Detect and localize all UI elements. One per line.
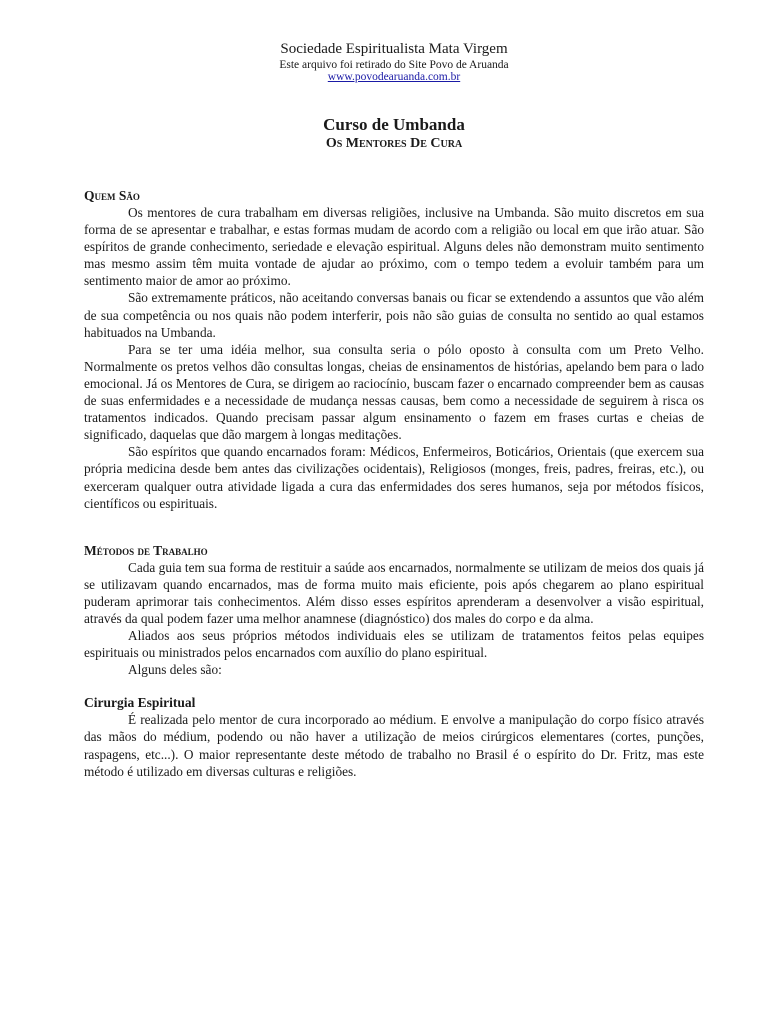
paragraph: Cada guia tem sua forma de restituir a saúde aos encarnados, normalmente se utilizam de meios dos quais já se utilizavam quando encarnados, mas de forma muito mais eficiente, pois após chegarem ao plano espiritual puderam aprimorar tais conhecimentos. Além disso esses espíritos aprenderam a desenvolver a visão espiritual, através da qual podem fazer uma melhor anamnese (diagnóstico) dos males do corpo e da alma. [84, 559, 704, 626]
paragraph: São extremamente práticos, não aceitando conversas banais ou ficar se extendendo a assuntos que vão além de sua competência ou nos quais não podem interferir, pois não são guias de consulta no sentido ao qual estamos habituados na Umbanda. [84, 290, 704, 340]
paragraph: Os mentores de cura trabalham em diversas religiões, inclusive na Umbanda. São muito discretos em sua forma de se apresentar e trabalhar, e estas formas mudam de acordo com a religião ou local em que irão atuar. São espíritos de grande conhecimento, seriedade e elevação espiritual. Alguns deles não demonstram muito sentimento mas mesmo assim têm muita vontade de ajudar ao próximo, com o tempo tedem a evoluir também para um sentimento maior de amor ao próximo. [84, 205, 704, 289]
document-title: Curso de Umbanda [323, 115, 465, 134]
document-header [84, 40, 704, 83]
paragraph: Aliados aos seus próprios métodos individuais eles se utilizam de tratamentos feitos pelas equipes espirituais ou ministrados pelos encarnados com auxílio do plano espiritual. [84, 628, 704, 661]
site-link-line [84, 71, 704, 83]
document-subtitle: Os Mentores De Cura [325, 136, 463, 151]
subsection-cirurgia-espiritual [84, 694, 704, 779]
document-page [84, 40, 704, 780]
site-link[interactable]: www.povodearuanda.com.br [327, 71, 461, 83]
paragraph: Para se ter uma idéia melhor, sua consulta seria o pólo oposto à consulta com um Preto Velho. Normalmente os pretos velhos dão consultas longas, cheias de ensinamentos de histórias, apelando bem para o lado emocional. Já os Mentores de Cura, se dirigem ao raciocínio, buscam fazer o encarnado compreender bem as causas de suas enfermidades e a necessidade de mudança nessas causas, bem como a necessidade de seguirem à risca os tratamentos indicados. Quando precisam passar algum ensinamento o fazem em frases curtas e cheias de significado, daquelas que dão margem à longas meditações. [84, 341, 704, 443]
title-block [84, 115, 704, 153]
paragraph: É realizada pelo mentor de cura incorporado ao médium. E envolve a manipulação do corpo físico através das mãos do médium, podendo ou não haver a utilização de meios cirúrgicos elementares (cortes, punções, raspagens, etc...). O maior representante deste método de trabalho no Brasil é o espírito do Dr. Fritz, mas este método é utilizado em diversas culturas e religiões. [84, 712, 704, 779]
section-heading: Quem São [84, 188, 140, 203]
organization-name: Sociedade Espiritualista Mata Virgem [280, 41, 508, 57]
section-quem-sao [84, 187, 704, 512]
closing-line: Alguns deles são: [128, 662, 222, 678]
section-metodos-de-trabalho [84, 542, 704, 679]
paragraph: São espíritos que quando encarnados foram: Médicos, Enfermeiros, Boticários, Orientais (que exercem sua própria medicina desde bem antes das civilizações ocidentais), Religiosos (monges, freis, padres, freiras, etc.), ou exerceram qualquer outra atividade ligada a cura das enfermidades dos seres humanos, seja por métodos físicos, científicos ou espirituais. [84, 444, 704, 511]
subsection-heading: Cirurgia Espiritual [84, 695, 196, 711]
source-note: Este arquivo foi retirado do Site Povo de Aruanda [279, 59, 509, 71]
section-heading: Métodos de Trabalho [84, 542, 208, 558]
